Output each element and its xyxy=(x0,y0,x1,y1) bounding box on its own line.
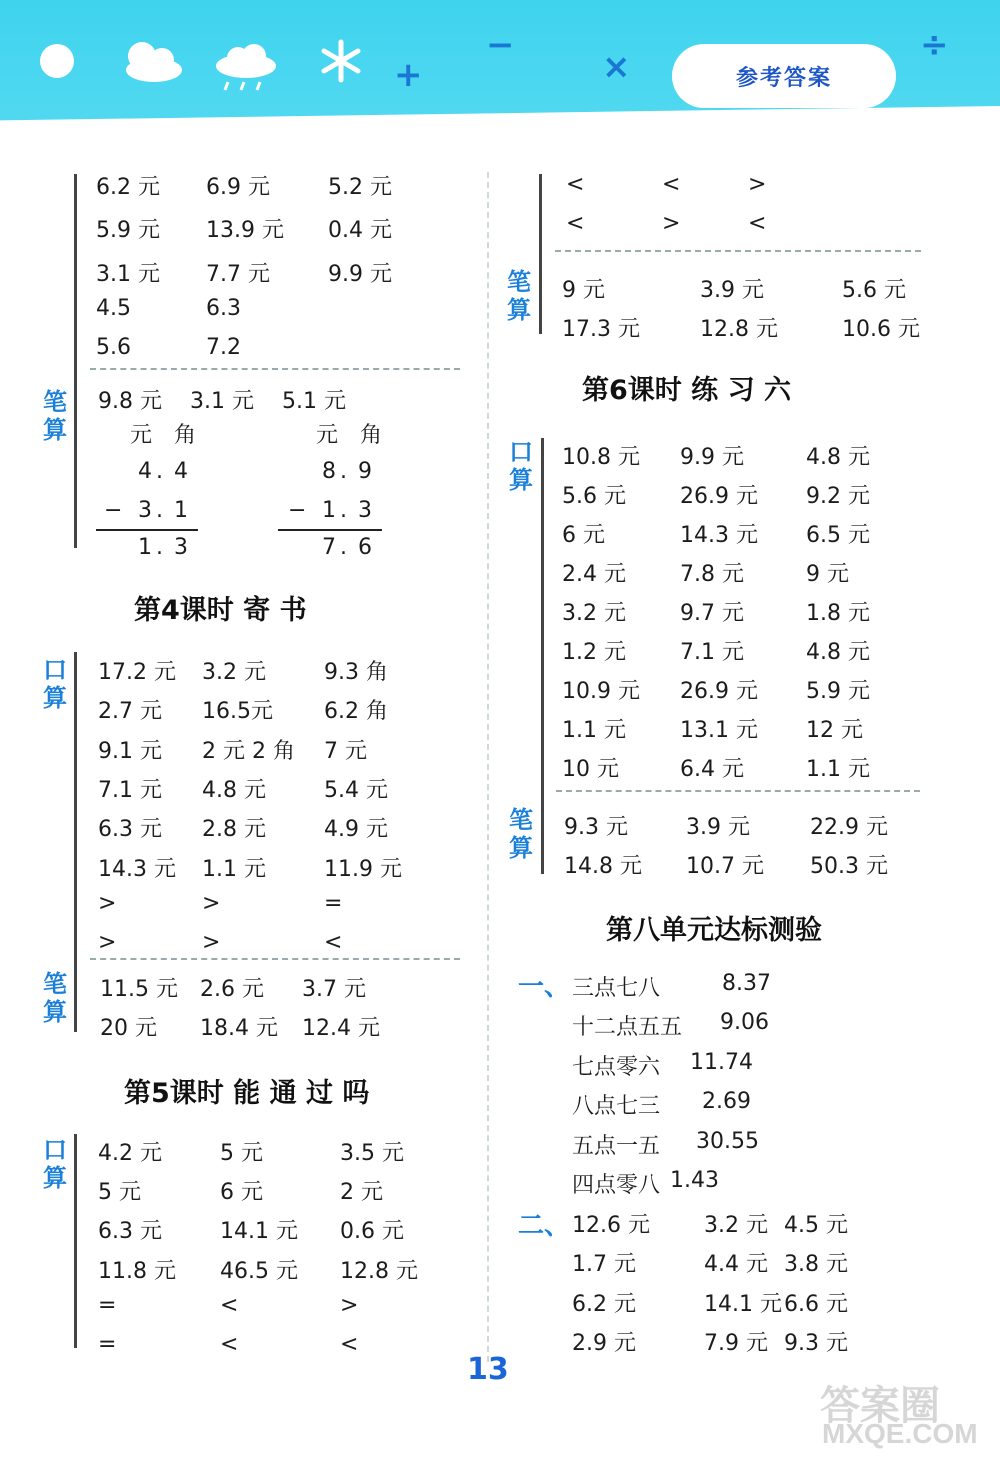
answer-cell: 5 元 xyxy=(98,1180,141,1206)
answer-cell: 3.2 元 xyxy=(202,660,266,685)
answer-cell: 4.4 元 xyxy=(704,1252,768,1278)
answer-cell: 6.5 元 xyxy=(806,523,870,548)
answer-cell: 1.2 元 xyxy=(562,640,626,665)
answer-cell: 6.3 元 xyxy=(98,1219,162,1245)
question-number: 二、 xyxy=(518,1211,571,1241)
answer-cell: 2.6 元 xyxy=(200,977,264,1002)
answer-cell: 17.3 元 xyxy=(562,317,640,342)
answer-cell: 11.74 xyxy=(690,1049,753,1075)
answer-cell: 26.9 元 xyxy=(680,679,758,704)
watermark-url: MXQE.COM xyxy=(822,1418,978,1449)
answer-cell: < xyxy=(324,930,343,956)
answer-cell: 10.9 元 xyxy=(562,679,640,704)
answer-cell: 11.5 元 xyxy=(100,977,178,1002)
block-bar xyxy=(74,1134,77,1348)
answer-cell: 9.06 xyxy=(720,1010,769,1036)
answer-cell: 13.1 元 xyxy=(680,718,758,743)
bisuan-label: 笔算 xyxy=(509,806,533,862)
answer-cell: 12.8 元 xyxy=(340,1258,418,1284)
answer-cell: 十二点五五 xyxy=(572,1015,683,1041)
block-bar xyxy=(539,174,542,334)
answer-cell: 2 元 2 角 xyxy=(202,738,295,764)
answer-cell: 14.3 元 xyxy=(680,523,758,548)
answer-cell: 22.9 元 xyxy=(810,815,888,840)
page-number: 13 xyxy=(467,1352,509,1387)
answer-cell: = xyxy=(98,1332,117,1357)
block-bar xyxy=(74,174,77,548)
answer-cell: < xyxy=(748,211,767,236)
answer-cell: 18.4 元 xyxy=(200,1016,278,1041)
answer-cell: 14.1 元 xyxy=(220,1219,298,1245)
answer-cell: 7 元 xyxy=(324,738,367,764)
answer-cell: 五点一五 xyxy=(572,1133,661,1159)
answer-cell: 12 元 xyxy=(806,718,863,743)
lesson-title: 第4课时 寄 书 xyxy=(134,595,307,626)
kousuan-label: 口算 xyxy=(43,1136,67,1192)
page-header xyxy=(0,0,1000,128)
answer-cell: 9 元 xyxy=(806,562,849,587)
snowflake-icon xyxy=(318,38,364,84)
answer-cell: 6.3 元 xyxy=(98,817,162,843)
answer-cell: = xyxy=(98,1292,117,1318)
answer-cell: 10.7 元 xyxy=(686,854,764,879)
answer-cell: < xyxy=(566,172,585,197)
answer-cell: 5 元 xyxy=(220,1141,263,1166)
section-separator xyxy=(90,958,460,960)
lesson-title: 第6课时 练 习 六 xyxy=(582,375,791,406)
answer-cell: 七点零六 xyxy=(572,1054,661,1080)
section-separator xyxy=(555,250,921,252)
answer-cell: 9.9 元 xyxy=(680,445,744,470)
divide-symbol: ÷ xyxy=(920,25,949,65)
answer-cell: 9.3 角 xyxy=(324,660,388,685)
answer-cell: 12.8 元 xyxy=(700,317,778,342)
answer-cell: < xyxy=(566,211,585,236)
answer-cell: > xyxy=(202,890,221,916)
answer-cell: 14.8 元 xyxy=(564,854,642,879)
answer-cell: 11.9 元 xyxy=(324,856,402,882)
watermark-logo: 答案圈 xyxy=(820,1384,940,1428)
answer-cell: 4.2 元 xyxy=(98,1141,162,1166)
answer-cell: 1.1 元 xyxy=(562,718,626,743)
answer-cell: 9 元 xyxy=(562,278,605,303)
answer-cell: 7.9 元 xyxy=(704,1330,768,1356)
answer-cell: = xyxy=(324,890,343,916)
answer-cell: 17.2 元 xyxy=(98,660,176,685)
answer-cell: 9.7 元 xyxy=(680,601,744,626)
answer-cell: 8.37 xyxy=(722,971,771,996)
answer-cell: 46.5 元 xyxy=(220,1258,298,1284)
answer-cell: 3.7 元 xyxy=(302,977,366,1002)
answer-cell: 6.6 元 xyxy=(784,1291,848,1317)
answer-cell: 11.8 元 xyxy=(98,1258,176,1284)
section-separator xyxy=(556,790,920,792)
times-symbol: × xyxy=(602,47,631,87)
kousuan-label: 口算 xyxy=(43,656,67,712)
answer-cell: 4.8 元 xyxy=(806,445,870,470)
answer-cell: 12.4 元 xyxy=(302,1016,380,1041)
answer-cell: > xyxy=(748,172,767,197)
partly-cloudy-icon xyxy=(118,38,184,84)
bisuan-label: 笔算 xyxy=(43,970,67,1026)
unit-test-title: 第八单元达标测验 xyxy=(606,915,822,946)
answer-cell: > xyxy=(98,930,117,956)
answer-cell: 1.1 元 xyxy=(202,856,266,882)
lesson-title: 第5课时 能 通 过 吗 xyxy=(124,1078,370,1109)
answer-cell: < xyxy=(220,1292,239,1318)
answer-cell: 6.2 角 xyxy=(324,699,388,725)
answer-cell: 1.7 元 xyxy=(572,1252,636,1278)
answer-cell: 6 元 xyxy=(562,523,605,548)
answer-cell: 1.1 元 xyxy=(806,757,870,782)
answer-cell: 1.8 元 xyxy=(806,601,870,626)
minus-symbol: − xyxy=(486,25,515,65)
answer-cell: 12.6 元 xyxy=(572,1213,650,1238)
answer-cell: 4.8 元 xyxy=(806,640,870,665)
answer-cell: 5.9 元 xyxy=(806,679,870,704)
answer-cell: 20 元 xyxy=(100,1016,157,1041)
answer-cell: 2.7 元 xyxy=(98,699,162,725)
answer-cell: 2.9 元 xyxy=(572,1330,636,1356)
answer-cell: 7.1 元 xyxy=(680,640,744,665)
answer-cell: 八点七三 xyxy=(572,1094,661,1120)
answer-cell: 9.3 元 xyxy=(784,1330,848,1356)
answer-cell: > xyxy=(202,930,221,956)
answer-cell: 三点七八 xyxy=(572,976,661,1001)
answer-cell: 4.8 元 xyxy=(202,777,266,803)
answer-cell: 7.8 元 xyxy=(680,562,744,587)
answer-cell: 3.5 元 xyxy=(340,1141,404,1166)
block-bar xyxy=(74,652,77,1032)
rain-cloud-icon xyxy=(214,44,278,94)
answer-cell: 5.6 元 xyxy=(562,484,626,509)
block-bar xyxy=(541,438,544,874)
answer-cell: 4.5 元 xyxy=(784,1213,848,1238)
answer-cell: 6.4 元 xyxy=(680,757,744,782)
answer-cell: 5.6 元 xyxy=(842,278,906,303)
section-separator xyxy=(90,368,460,370)
answer-cell: > xyxy=(340,1292,359,1318)
answer-cell: < xyxy=(220,1332,239,1357)
answer-cell: 3.9 元 xyxy=(700,278,764,303)
answer-cell: 26.9 元 xyxy=(680,484,758,509)
answer-cell: 0.6 元 xyxy=(340,1219,404,1245)
plus-symbol: + xyxy=(394,55,423,95)
answer-cell: 9.2 元 xyxy=(806,484,870,509)
answer-cell: 9.1 元 xyxy=(98,738,162,764)
answer-cell: 2.8 元 xyxy=(202,817,266,843)
answer-cell: 9.3 元 xyxy=(564,815,628,840)
answer-cell: 30.55 xyxy=(696,1128,759,1154)
answer-cell: 2.4 元 xyxy=(562,562,626,587)
answer-cell: 10.8 元 xyxy=(562,445,640,470)
kousuan-label: 口算 xyxy=(509,438,533,494)
answer-cell: 四点零八 xyxy=(572,1173,661,1198)
column-divider xyxy=(487,172,489,1362)
answer-cell: 3.2 元 xyxy=(562,601,626,626)
answer-cell: > xyxy=(662,211,681,236)
answer-cell: 2 元 xyxy=(340,1180,383,1206)
bisuan-label: 笔算 xyxy=(507,268,531,324)
answer-cell: > xyxy=(98,890,117,916)
answer-cell: < xyxy=(662,172,681,197)
answer-key-badge: 参考答案 xyxy=(672,44,896,108)
answer-cell: 1.43 xyxy=(670,1168,719,1193)
answer-cell: 3.2 元 xyxy=(704,1213,768,1238)
answer-cell: 16.5元 xyxy=(202,699,273,725)
answer-cell: 50.3 元 xyxy=(810,854,888,879)
answer-cell: 10.6 元 xyxy=(842,317,920,342)
answer-cell: 3.9 元 xyxy=(686,815,750,840)
sun-icon xyxy=(40,44,74,78)
answer-cell: 6 元 xyxy=(220,1180,263,1206)
answer-cell: 7.1 元 xyxy=(98,777,162,803)
answer-cell: 2.69 xyxy=(702,1089,751,1115)
bisuan-label: 笔算 xyxy=(43,388,67,444)
answer-cell: 4.9 元 xyxy=(324,817,388,843)
answer-cell: 3.8 元 xyxy=(784,1252,848,1278)
answer-cell: < xyxy=(340,1332,359,1357)
answer-cell: 14.1 元 xyxy=(704,1291,782,1317)
answer-cell: 5.4 元 xyxy=(324,777,388,803)
question-number: 一、 xyxy=(518,972,571,1002)
answer-cell: 14.3 元 xyxy=(98,856,176,882)
answer-cell: 10 元 xyxy=(562,757,619,782)
answer-cell: 6.2 元 xyxy=(572,1291,636,1317)
